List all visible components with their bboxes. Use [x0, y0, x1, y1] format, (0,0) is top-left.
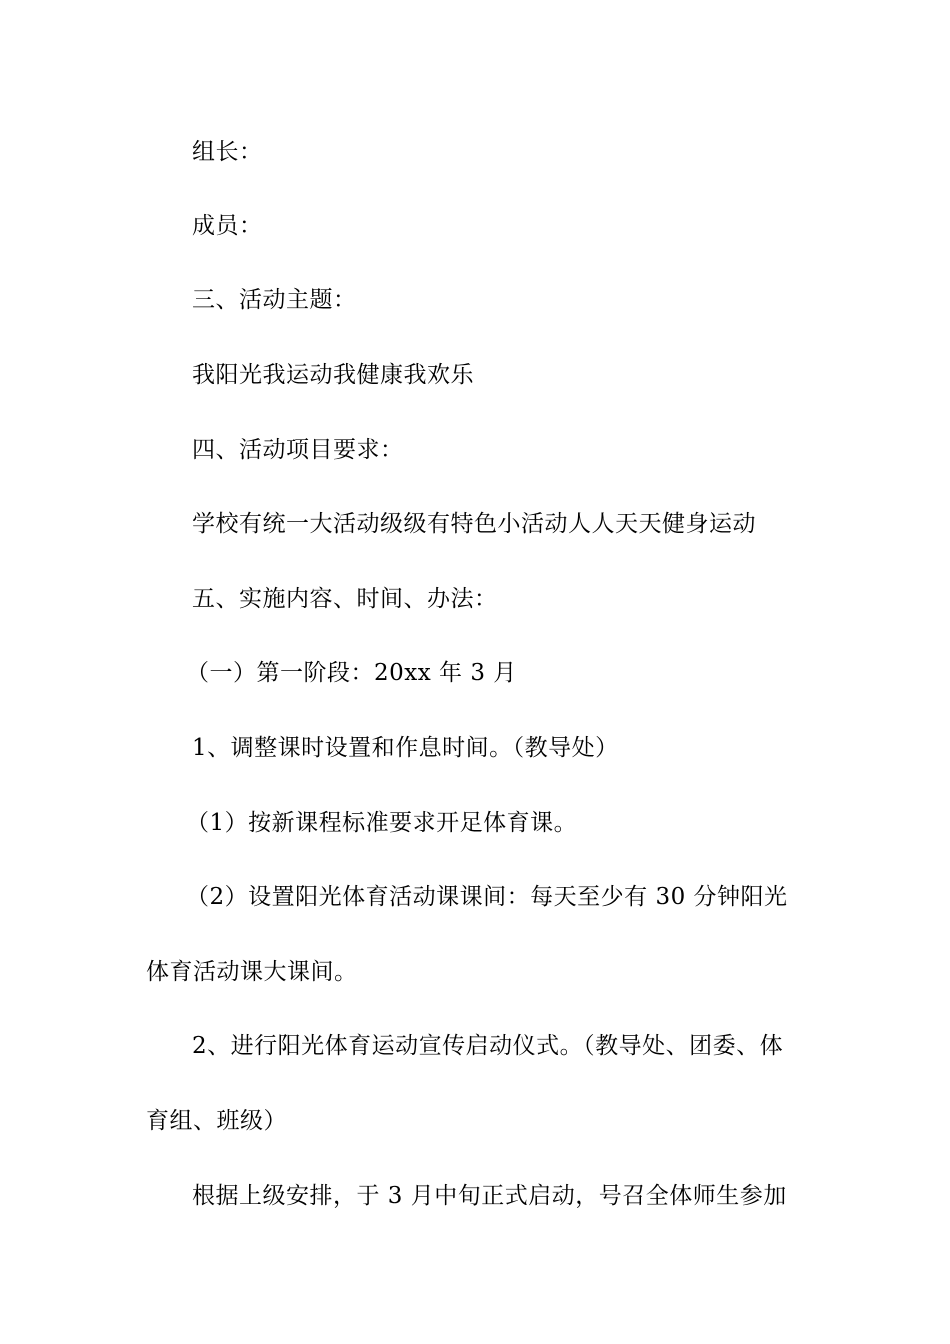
- text-line-leader: 组长：: [192, 139, 263, 165]
- section-heading-requirements: 四、活动项目要求：: [192, 437, 404, 463]
- paragraph-line: 根据上级安排，于 3 月中旬正式启动，号召全体师生参加: [192, 1183, 787, 1209]
- text-line-theme: 我阳光我运动我健康我欢乐: [192, 362, 474, 388]
- list-item-2-cont: 育组、班级）: [146, 1108, 287, 1134]
- list-subitem-2: （2）设置阳光体育活动课课间：每天至少有 30 分钟阳光: [186, 884, 788, 910]
- list-subitem-1: （1）按新课程标准要求开足体育课。: [186, 810, 578, 836]
- list-item-1: 1、调整课时设置和作息时间。（教导处）: [192, 735, 619, 761]
- section-heading-implementation: 五、实施内容、时间、办法：: [192, 586, 498, 612]
- section-heading-theme: 三、活动主题：: [192, 287, 357, 313]
- list-subitem-2-cont: 体育活动课大课间。: [146, 959, 358, 985]
- text-line-requirements: 学校有统一大活动级级有特色小活动人人天天健身运动: [192, 511, 756, 537]
- list-item-2: 2、进行阳光体育运动宣传启动仪式。（教导处、团委、体: [192, 1033, 784, 1059]
- subsection-heading-stage-one: （一）第一阶段：20xx 年 3 月: [186, 660, 517, 686]
- text-line-members: 成员：: [192, 213, 263, 239]
